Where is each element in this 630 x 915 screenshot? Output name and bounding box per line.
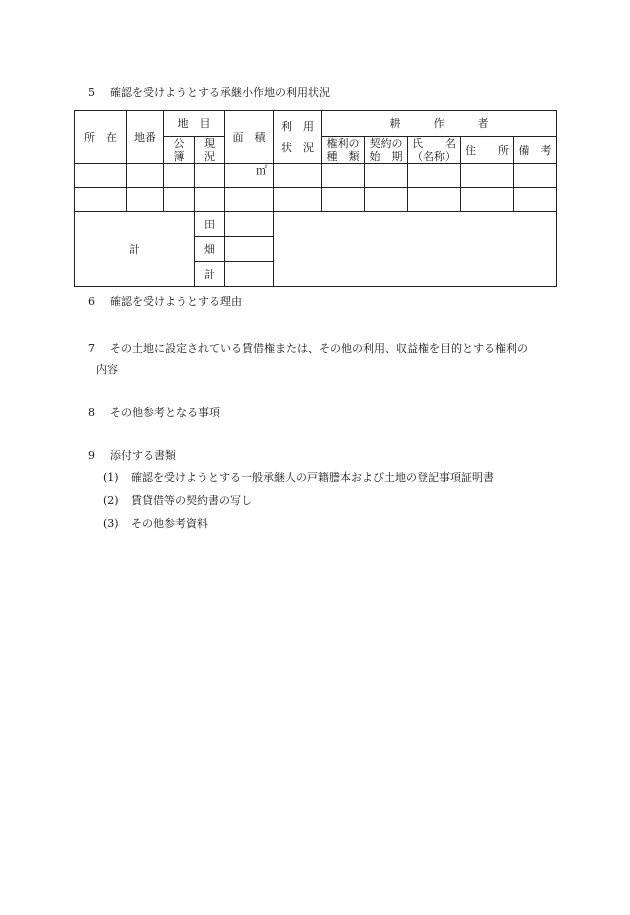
- section-number: 6: [88, 295, 95, 308]
- section-7-heading: [88, 342, 528, 356]
- section-title: 確認を受けようとする承継小作地の利用状況: [110, 86, 330, 99]
- table-row: [75, 164, 557, 188]
- subtotal-total-label: 計: [195, 262, 225, 287]
- total-blank-area: [274, 212, 557, 287]
- header-contract-start: 契約の 始 期: [365, 137, 408, 164]
- section-title: その他参考となる事項: [110, 406, 220, 419]
- header-cultivator: 耕 作 者: [322, 111, 557, 137]
- section-title: 添付する書類: [110, 449, 176, 462]
- section-8-heading: [88, 406, 220, 420]
- header-lot-number: 地番: [127, 111, 164, 164]
- header-right-type: 権利の 種 類: [322, 137, 365, 164]
- header-land-category: 地 目: [164, 111, 225, 137]
- section-6-heading: [88, 295, 242, 309]
- section-9-heading: [88, 449, 176, 463]
- attachment-item: (3) その他参考資料: [103, 517, 208, 530]
- header-remarks: 備 考: [514, 137, 557, 164]
- area-unit: ㎡: [225, 164, 274, 188]
- section-number: 5: [88, 86, 95, 99]
- subtotal-total-area: [225, 262, 274, 287]
- header-usage: 利 用 状 況: [274, 111, 322, 164]
- section-7-heading-continued: 内容: [96, 363, 118, 376]
- section-title: 確認を受けようとする理由: [110, 295, 242, 308]
- section-number: 8: [88, 406, 95, 419]
- header-name: 氏 名 （名称）: [408, 137, 461, 164]
- section-title: その土地に設定されている賃借権または、その他の利用、収益権を目的とする権利の: [110, 342, 528, 355]
- header-address: 住 所: [461, 137, 514, 164]
- subtotal-field-area: [225, 237, 274, 262]
- land-usage-table: [74, 110, 557, 287]
- subtotal-paddy-area: [225, 212, 274, 237]
- header-current-state: 現 況: [195, 137, 225, 164]
- subtotal-paddy-label: 田: [195, 212, 225, 237]
- total-label: 計: [75, 212, 195, 287]
- header-public-record: 公 簿: [164, 137, 195, 164]
- header-area: 面 積: [225, 111, 274, 164]
- table-row: [75, 188, 557, 212]
- section-number: 7: [88, 342, 95, 355]
- section-number: 9: [88, 449, 95, 462]
- attachment-item: (1) 確認を受けようとする一般承継人の戸籍謄本および土地の登記事項証明書: [103, 471, 494, 484]
- section-5-heading: [88, 86, 330, 100]
- header-location: 所 在: [75, 111, 127, 164]
- attachment-item: (2) 賃貸借等の契約書の写し: [103, 494, 252, 507]
- subtotal-field-label: 畑: [195, 237, 225, 262]
